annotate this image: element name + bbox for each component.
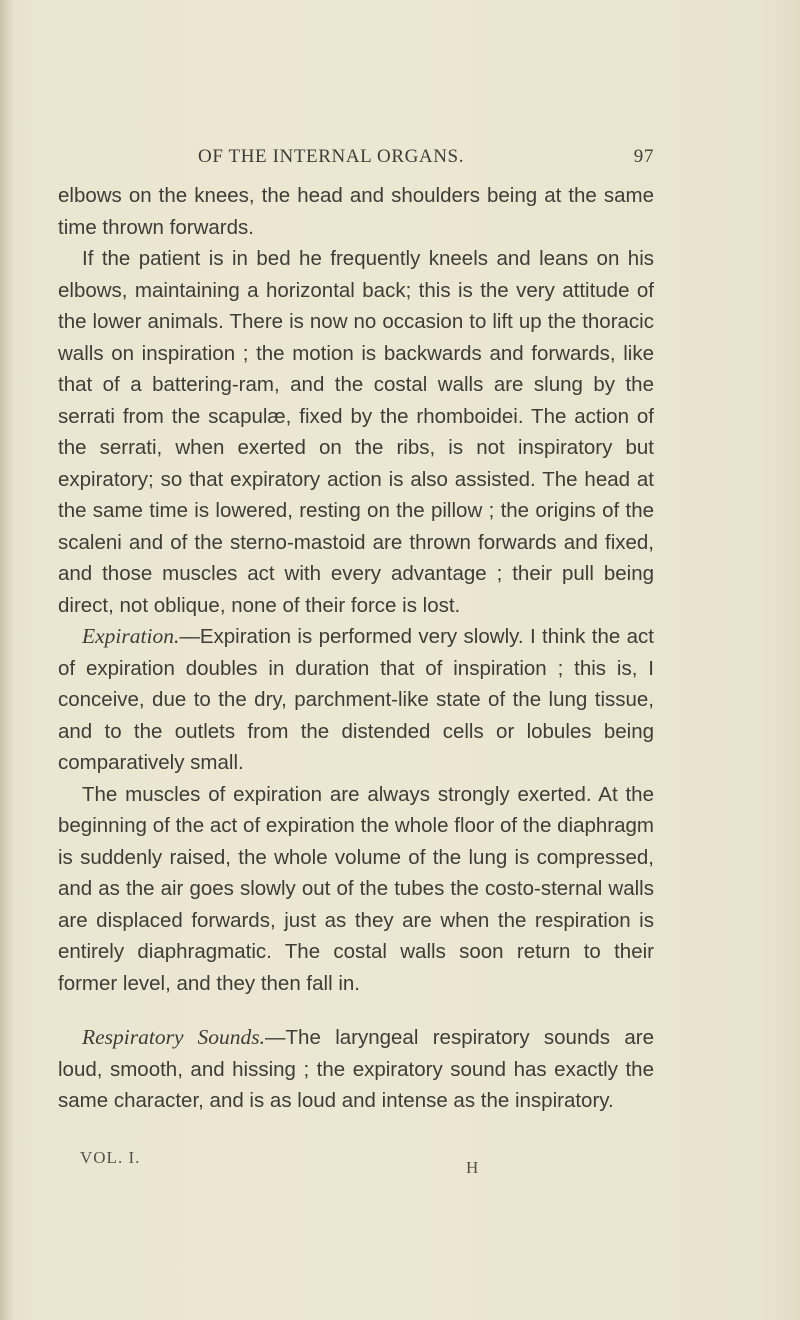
body-text [58, 180, 654, 1117]
paragraph-text: —The laryngeal respiratory sounds are loud, smooth, and hissing ; the expiratory sound has exactly the same character, and is as loud and intense as the inspiratory. [58, 1026, 654, 1112]
page-footer [80, 1148, 640, 1188]
paragraph-expiration [58, 621, 654, 779]
section-heading-respiratory-sounds: Respiratory Sounds. [82, 1025, 266, 1049]
paragraph-text: elbows on the knees, the head and shoulders being at the same time thrown forwards. [58, 184, 654, 239]
paragraph-patient-in-bed [58, 243, 654, 621]
volume-mark: VOL. I. [80, 1148, 141, 1167]
running-head: OF THE INTERNAL ORGANS. [198, 146, 465, 167]
page-number: 97 [633, 146, 654, 167]
page-header [58, 142, 654, 172]
paragraph-text: If the patient is in bed he frequently kneels and leans on his elbows, maintaining a horizontal back; this is the very attitude of the lower animals. There is now no occasion to lift up the thoracic walls on inspiration ; the motion is backwards and forwards, like that of a battering-ram, and the costal walls are slung by the serrati from the scapulæ, fixed by the rhomboidei. The action of the serrati, when exerted on the ribs, is not inspiratory but expiratory; so that expiratory action is also assisted. The head at the same time is lowered, resting on the pillow ; the origins of the scaleni and of the sterno-mastoid are thrown forwards and fixed, and those muscles act with every advantage ; their pull being direct, not oblique, none of their force is lost. [58, 247, 654, 617]
paragraph-text: —Expiration is performed very slowly. I think the act of expiration doubles in duration that of inspiration ; this is, I conceive, due to the dry, parchment-like state of the lung tissue, and to the outlets from the distended cells or lobules being comparatively small. [58, 625, 654, 774]
paragraph-respiratory-sounds [58, 1022, 654, 1117]
section-heading-expiration: Expiration. [82, 624, 180, 648]
paragraph-muscles-of-expiration [58, 779, 654, 1000]
page-gutter-shadow [0, 0, 14, 1320]
paragraph-continuation [58, 180, 654, 243]
signature-mark: H [466, 1158, 479, 1177]
paragraph-text: The muscles of expiration are always strongly exerted. At the beginning of the act of expiration the whole floor of the diaphragm is suddenly raised, the whole volume of the lung is compressed, and as the air goes slowly out of the tubes the costo-sternal walls are displaced forwards, just as they are when the respiration is entirely diaphragmatic. The costal walls soon return to their former level, and they then fall in. [58, 782, 654, 995]
